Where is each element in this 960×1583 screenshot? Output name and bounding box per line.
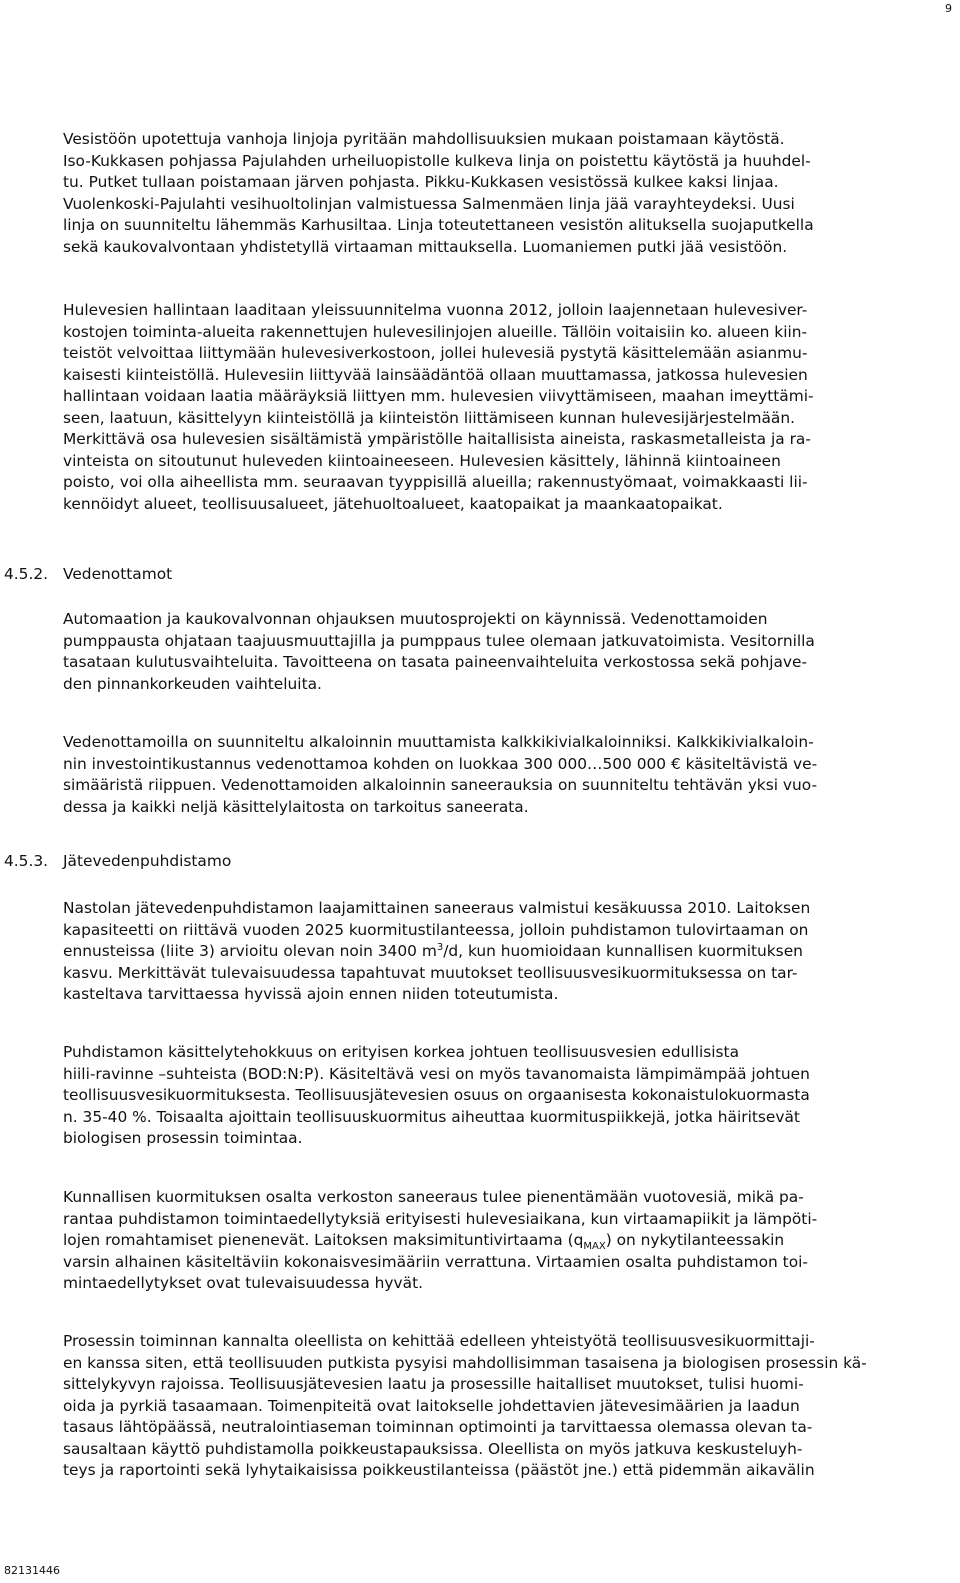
text-line: ) on nykytilanteessakin <box>605 1231 785 1249</box>
text-line: Kunnallisen kuormituksen osalta verkoston saneeraus tulee pienentämään vuotovesiä, mikä pa- <box>63 1188 804 1206</box>
text-line: simääristä riippuen. Vedenottamoiden alkaloinnin saneerauksia on suunniteltu tehtävän yksi vuo- <box>63 776 818 794</box>
text-line: varsin alhainen käsiteltäviin kokonaisvesimääriin verrattuna. Virtaamien osalta puhdistamon toi- <box>63 1252 808 1271</box>
text-line: ennusteissa (liite 3) arvioitu olevan noin 3400 m <box>63 942 437 960</box>
text-line: kasvu. Merkittävät tulevaisuudessa tapahtuvat muutokset teollisuusvesikuormituksessa on tar- <box>63 963 798 982</box>
section-title: Jätevedenpuhdistamo <box>63 852 232 870</box>
text-line: tasaus lähtöpäässä, neutralointiaseman toiminnan optimointi ja tarvittaessa olemassa olevan ta- <box>63 1418 813 1436</box>
text-line: teistöt velvoittaa liittymään hulevesiverkostoon, jollei hulevesiä pystytä käsittelemään asianmu- <box>63 344 808 362</box>
text-line: dessa ja kaikki neljä käsittelylaitosta on tarkoitus saneerata. <box>63 797 529 816</box>
paragraph-efficiency <box>63 1042 948 1150</box>
text-line: Nastolan jätevedenpuhdistamon laajamittainen saneeraus valmistui kesäkuussa 2010. Laitoksen <box>63 899 811 917</box>
text-line: n. 35-40 %. Toisaalta ajoittain teollisuuskuormitus aiheuttaa kuormituspiikkejä, jotka häiritsevät <box>63 1107 800 1126</box>
text-line: hiili-ravinne –suhteista (BOD:N:P). Käsiteltävä vesi on myös tavanomaista lämpimämpää johtuen <box>63 1064 810 1083</box>
page-number: 9 <box>945 2 952 15</box>
text-line: rantaa puhdistamon toimintaedellytyksiä erityisesti hulevesiaikana, kun virtaamapiikit ja lämpöti- <box>63 1209 818 1228</box>
text-line: Prosessin toiminnan kannalta oleellista on kehittää edelleen yhteistyötä teollisuusvesikuormittaji- <box>63 1332 815 1350</box>
paragraph-municipal-load <box>63 1187 948 1295</box>
text-line: /d, kun huomioidaan kunnallisen kuormituksen <box>443 942 803 960</box>
text-line: tu. Putket tullaan poistamaan järven pohjasta. Pikku-Kukkasen vesistössä kulkee kaksi linjaa. <box>63 173 779 191</box>
text-line: en kanssa siten, että teollisuuden putkista pysyisi mahdollisimman tasaisena ja biologisen prosessin kä- <box>63 1353 867 1372</box>
paragraph-stormwater <box>63 300 948 515</box>
text-line: mintaedellytykset ovat tulevaisuudessa hyvät. <box>63 1274 424 1292</box>
document-id: 82131446 <box>4 1564 60 1577</box>
text-line: Vesistöön upotettuja vanhoja linjoja pyritään mahdollisuuksien mukaan poistamaan käytöstä. <box>63 130 785 148</box>
text-line: kaisesti kiinteistöllä. Hulevesiin liittyvää lainsäädäntöä ollaan muuttamassa, jatkossa hulevesien <box>63 365 808 384</box>
section-heading-4-5-3 <box>4 851 231 873</box>
paragraph-alkalization <box>63 732 948 818</box>
paragraph-old-lines <box>63 129 948 258</box>
text-line: sausaltaan käyttö puhdistamolla poikkeustapauksissa. Oleellista on myös jatkuva keskusteluyh- <box>63 1439 803 1458</box>
text-line: kennöidyt alueet, teollisuusalueet, jätehuoltoalueet, kaatopaikat ja maankaatopaikat. <box>63 494 723 513</box>
text-line: teys ja raportointi sekä lyhytaikaisissa poikkeustilanteissa (päästöt jne.) että pidemmän aikavälin <box>63 1461 815 1479</box>
text-line: kapasiteetti on riittävä vuoden 2025 kuormitustilanteessa, jolloin puhdistamon tulovirtaaman on <box>63 920 809 939</box>
text-line: den pinnankorkeuden vaihteluita. <box>63 674 322 693</box>
text-line: vinteista on sitoutunut huleveden kiintoaineeseen. Hulevesien käsittely, lähinnä kiintoaineen <box>63 451 781 470</box>
paragraph-renovation <box>63 898 948 1006</box>
superscript: 3 <box>436 941 444 953</box>
text-line: sekä kaukovalvontaan yhdistetyllä virtaaman mittauksella. Luomaniemen putki jää vesistöön. <box>63 237 788 256</box>
text-line: Hulevesien hallintaan laaditaan yleissuunnitelma vuonna 2012, jolloin laajennetaan hulevesiver- <box>63 301 808 319</box>
text-line: linja on suunniteltu lähemmäs Karhusiltaa. Linja toteutettaneen vesistön alituksella suojaputkella <box>63 216 814 234</box>
text-line: sittelykyvyn rajoissa. Teollisuusjätevesien laatu ja prosessille haitalliset muutokset, tulisi huomi- <box>63 1375 804 1393</box>
text-line: lojen romahtamiset pienenevät. Laitoksen maksimituntivirtaama (q <box>63 1231 584 1249</box>
text-line: pumppausta ohjataan taajuusmuuttajilla ja pumppaus tulee olemaan jatkuvatoimista. Vesitornilla <box>63 631 815 650</box>
text-line: Vedenottamoilla on suunniteltu alkaloinnin muuttamista kalkkikivialkaloinniksi. Kalkkikivialkaloin- <box>63 733 814 751</box>
text-line: teollisuusvesikuormituksesta. Teollisuusjätevesien osuus on orgaanisesta kokonaistulokuormasta <box>63 1086 810 1104</box>
paragraph-cooperation <box>63 1331 948 1482</box>
text-line: poisto, voi olla aiheellista mm. seuraavan tyyppisillä alueilla; rakennustyömaat, voimakkaasti lii- <box>63 473 808 491</box>
text-line: Vuolenkoski-Pajulahti vesihuoltolinjan valmistuessa Salmenmäen linja jää varayhteydeksi. Uusi <box>63 194 795 213</box>
text-line: kostojen toiminta-alueita rakennettujen hulevesilinjojen alueille. Tällöin voitaisiin ko. alueen kiin- <box>63 322 808 341</box>
section-heading-4-5-2 <box>4 564 172 586</box>
text-line: tasataan kulutusvaihteluita. Tavoitteena on tasata paineenvaihteluita verkostossa sekä pohjave- <box>63 653 808 671</box>
text-line: nin investointikustannus vedenottamoa kohden on luokkaa 300 000…500 000 € käsiteltävistä ve- <box>63 754 818 773</box>
text-line: kasteltava tarvittaessa hyvissä ajoin ennen niiden toteutumista. <box>63 985 559 1003</box>
text-line: oida ja pyrkiä tasaamaan. Toimenpiteitä ovat laitokselle johdettavien jätevesimäärien ja laadun <box>63 1396 800 1415</box>
text-line: Automaation ja kaukovalvonnan ohjauksen muutosprojekti on käynnissä. Vedenottamoiden <box>63 610 768 628</box>
section-title: Vedenottamot <box>63 565 173 583</box>
text-line: hallintaan voidaan laatia määräyksiä liittyen mm. hulevesien viivyttämiseen, maahan imeyttämi- <box>63 387 814 405</box>
text-line: seen, laatuun, käsittelyyn kiinteistöllä ja kiinteistön liittämiseen kunnan hulevesijärjestelmään. <box>63 408 796 427</box>
text-line: Merkittävä osa hulevesien sisältämistä ympäristölle haitallisista aineista, raskasmetalleista ja ra- <box>63 430 811 448</box>
text-line: Iso-Kukkasen pohjassa Pajulahden urheiluopistolle kulkeva linja on poistettu käytöstä ja huuhdel- <box>63 151 811 170</box>
section-number: 4.5.3. <box>4 852 49 870</box>
text-line: biologisen prosessin toimintaa. <box>63 1129 303 1147</box>
text-line: Puhdistamon käsittelytehokkuus on erityisen korkea johtuen teollisuusvesien edullisista <box>63 1043 740 1061</box>
subscript: MAX <box>583 1241 606 1253</box>
section-number: 4.5.2. <box>4 565 49 583</box>
paragraph-automation <box>63 609 948 695</box>
